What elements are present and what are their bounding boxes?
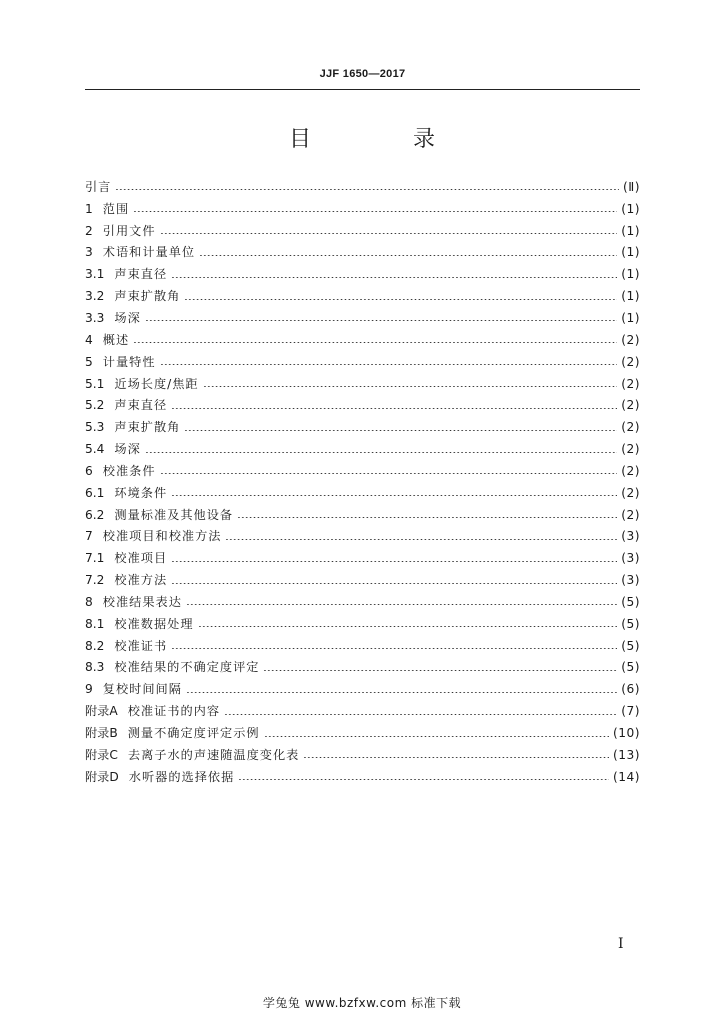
- toc-entry[interactable]: [85, 700, 640, 722]
- toc-dot-leader: [133, 342, 617, 343]
- toc-entry-number: 7.1: [85, 551, 105, 566]
- toc-entry-page: (2): [621, 442, 640, 457]
- toc-entry[interactable]: [85, 307, 640, 329]
- toc-entry-number: 6.2: [85, 507, 105, 522]
- toc-entry-page: (6): [621, 682, 640, 697]
- toc-entry-title: 校准证书: [114, 638, 168, 653]
- toc-entry[interactable]: [85, 263, 640, 285]
- toc-entry-page: (5): [621, 594, 640, 609]
- toc-entry-title: 水听器的选择依据: [128, 769, 235, 784]
- toc-dot-leader: [115, 189, 619, 190]
- toc-dot-leader: [198, 626, 618, 627]
- footer-watermark: 学兔兔 www.bzfxw.com 标准下载: [262, 996, 462, 1010]
- toc-entry-page: (2): [621, 332, 640, 347]
- toc-entry-title: 校准项目: [114, 551, 168, 566]
- toc-entry-number: 8.1: [85, 616, 105, 631]
- toc-entry[interactable]: [85, 635, 640, 657]
- toc-dot-leader: [171, 277, 617, 278]
- toc-entry-title: 校准项目和校准方法: [102, 529, 222, 544]
- toc-entry[interactable]: [85, 329, 640, 351]
- toc-entry-title: 计量特性: [102, 354, 156, 369]
- toc-entry-page: (5): [621, 660, 640, 675]
- toc-dot-leader: [186, 692, 617, 693]
- toc-entry[interactable]: [85, 220, 640, 242]
- page-title: 目 录: [288, 127, 475, 152]
- toc-entry-number: 附录D: [85, 769, 119, 784]
- toc-dot-leader: [171, 408, 617, 409]
- toc-entry-title: 去离子水的声速随温度变化表: [127, 747, 300, 762]
- toc-entry-number: 3: [85, 245, 93, 260]
- toc-entry[interactable]: [85, 438, 640, 460]
- toc-dot-leader: [237, 517, 617, 518]
- toc-entry-page: (2): [621, 420, 640, 435]
- toc-entry-number: 6: [85, 463, 93, 478]
- toc-entry-title: 近场长度/焦距: [114, 376, 199, 391]
- header-rule: [85, 89, 640, 90]
- toc-entry-title: 校准条件: [102, 463, 156, 478]
- toc-dot-leader: [145, 452, 617, 453]
- toc-entry-page: (1): [621, 310, 640, 325]
- toc-dot-leader: [171, 495, 617, 496]
- toc-entry-number: 附录A: [85, 704, 118, 719]
- toc-entry-number: 3.3: [85, 310, 105, 325]
- toc-entry[interactable]: [85, 504, 640, 526]
- toc-entry-page: (1): [621, 245, 640, 260]
- toc-dot-leader: [171, 648, 617, 649]
- toc-entry-title: 引言: [85, 179, 112, 194]
- toc-dot-leader: [171, 561, 617, 562]
- toc-dot-leader: [224, 714, 617, 715]
- toc-dot-leader: [171, 583, 617, 584]
- toc-entry-number: 5: [85, 354, 93, 369]
- toc-entry-number: 1: [85, 201, 93, 216]
- toc-dot-leader: [145, 320, 617, 321]
- toc-entry-title: 范围: [102, 201, 130, 216]
- toc-entry[interactable]: [85, 416, 640, 438]
- toc-entry-page: (13): [612, 747, 640, 762]
- toc-entry-number: 7.2: [85, 573, 105, 588]
- toc-dot-leader: [203, 386, 618, 387]
- toc-entry[interactable]: [85, 744, 640, 766]
- toc-entry-title: 场深: [114, 442, 141, 457]
- toc-entry-title: 校准结果表达: [102, 594, 182, 609]
- toc-entry[interactable]: [85, 766, 640, 788]
- toc-entry-number: 5.4: [85, 442, 105, 457]
- toc-entry-page: (2): [621, 485, 640, 500]
- toc-entry[interactable]: [85, 526, 640, 548]
- toc-entry-number: 7: [85, 529, 93, 544]
- toc-entry-page: (2): [621, 463, 640, 478]
- toc-entry[interactable]: [85, 657, 640, 679]
- toc-entry-title: 声束直径: [114, 398, 168, 413]
- toc-entry[interactable]: [85, 613, 640, 635]
- toc-entry-number: 2: [85, 223, 93, 238]
- toc-entry-page: (7): [621, 704, 640, 719]
- table-of-contents: [85, 176, 640, 788]
- toc-entry-title: 校准证书的内容: [127, 704, 221, 719]
- toc-entry-page: (10): [612, 726, 640, 741]
- toc-entry-title: 测量标准及其他设备: [114, 507, 234, 522]
- toc-entry[interactable]: [85, 351, 640, 373]
- toc-entry-number: 5.1: [85, 376, 105, 391]
- toc-entry-page: (3): [621, 529, 640, 544]
- toc-entry[interactable]: [85, 460, 640, 482]
- toc-entry-title: 校准数据处理: [114, 616, 194, 631]
- toc-entry[interactable]: [85, 678, 640, 700]
- toc-entry-page: (1): [621, 267, 640, 282]
- toc-entry-page: (5): [621, 638, 640, 653]
- toc-entry-page: (2): [621, 354, 640, 369]
- toc-entry[interactable]: [85, 547, 640, 569]
- page-number: I: [618, 936, 624, 952]
- toc-dot-leader: [160, 233, 618, 234]
- toc-entry-number: 8.3: [85, 660, 105, 675]
- toc-entry-page: (1): [621, 289, 640, 304]
- toc-entry[interactable]: [85, 198, 640, 220]
- toc-entry-number: 8: [85, 594, 93, 609]
- toc-entry-number: 附录B: [85, 726, 118, 741]
- toc-entry-number: 附录C: [85, 747, 118, 762]
- toc-entry-page: (1): [621, 223, 640, 238]
- document-header: JJF 1650—2017: [319, 68, 406, 80]
- toc-entry-title: 校准方法: [114, 573, 168, 588]
- toc-dot-leader: [263, 670, 617, 671]
- toc-dot-leader: [160, 473, 618, 474]
- toc-entry-page: (2): [621, 507, 640, 522]
- toc-entry-number: 5.3: [85, 420, 105, 435]
- toc-entry-title: 声束扩散角: [114, 289, 181, 304]
- toc-dot-leader: [184, 430, 617, 431]
- toc-entry-title: 概述: [102, 332, 130, 347]
- toc-entry-page: (2): [621, 398, 640, 413]
- toc-dot-leader: [186, 604, 617, 605]
- toc-dot-leader: [184, 299, 617, 300]
- toc-entry-number: 6.1: [85, 485, 105, 500]
- toc-entry-page: (3): [621, 551, 640, 566]
- toc-entry-number: 9: [85, 682, 93, 697]
- toc-entry-title: 校准结果的不确定度评定: [114, 660, 260, 675]
- toc-entry-title: 引用文件: [102, 223, 156, 238]
- toc-dot-leader: [238, 779, 609, 780]
- toc-entry-page: (2): [621, 376, 640, 391]
- toc-entry-page: (5): [621, 616, 640, 631]
- toc-entry-page: (14): [612, 769, 640, 784]
- toc-entry-number: 3.2: [85, 289, 105, 304]
- toc-dot-leader: [199, 255, 617, 256]
- toc-entry-title: 复校时间间隔: [102, 682, 182, 697]
- toc-entry-title: 声束直径: [114, 267, 168, 282]
- toc-dot-leader: [264, 736, 609, 737]
- toc-dot-leader: [160, 364, 618, 365]
- toc-entry-page: (3): [621, 573, 640, 588]
- toc-entry[interactable]: [85, 722, 640, 744]
- toc-entry-title: 场深: [114, 310, 141, 325]
- toc-entry[interactable]: [85, 591, 640, 613]
- toc-entry-title: 声束扩散角: [114, 420, 181, 435]
- toc-entry-page: (Ⅱ): [622, 179, 640, 194]
- toc-entry[interactable]: [85, 569, 640, 591]
- toc-entry-number: 4: [85, 332, 93, 347]
- toc-entry-title: 环境条件: [114, 485, 168, 500]
- toc-dot-leader: [225, 539, 617, 540]
- toc-entry[interactable]: [85, 394, 640, 416]
- toc-dot-leader: [303, 757, 609, 758]
- toc-entry-number: 5.2: [85, 398, 105, 413]
- toc-entry[interactable]: [85, 373, 640, 395]
- toc-entry[interactable]: [85, 482, 640, 504]
- toc-entry[interactable]: [85, 176, 640, 198]
- toc-entry[interactable]: [85, 242, 640, 264]
- toc-dot-leader: [133, 211, 617, 212]
- toc-entry-number: 8.2: [85, 638, 105, 653]
- toc-entry-number: 3.1: [85, 267, 105, 282]
- toc-entry[interactable]: [85, 285, 640, 307]
- toc-entry-title: 测量不确定度评定示例: [127, 726, 260, 741]
- toc-entry-title: 术语和计量单位: [102, 245, 196, 260]
- toc-entry-page: (1): [621, 201, 640, 216]
